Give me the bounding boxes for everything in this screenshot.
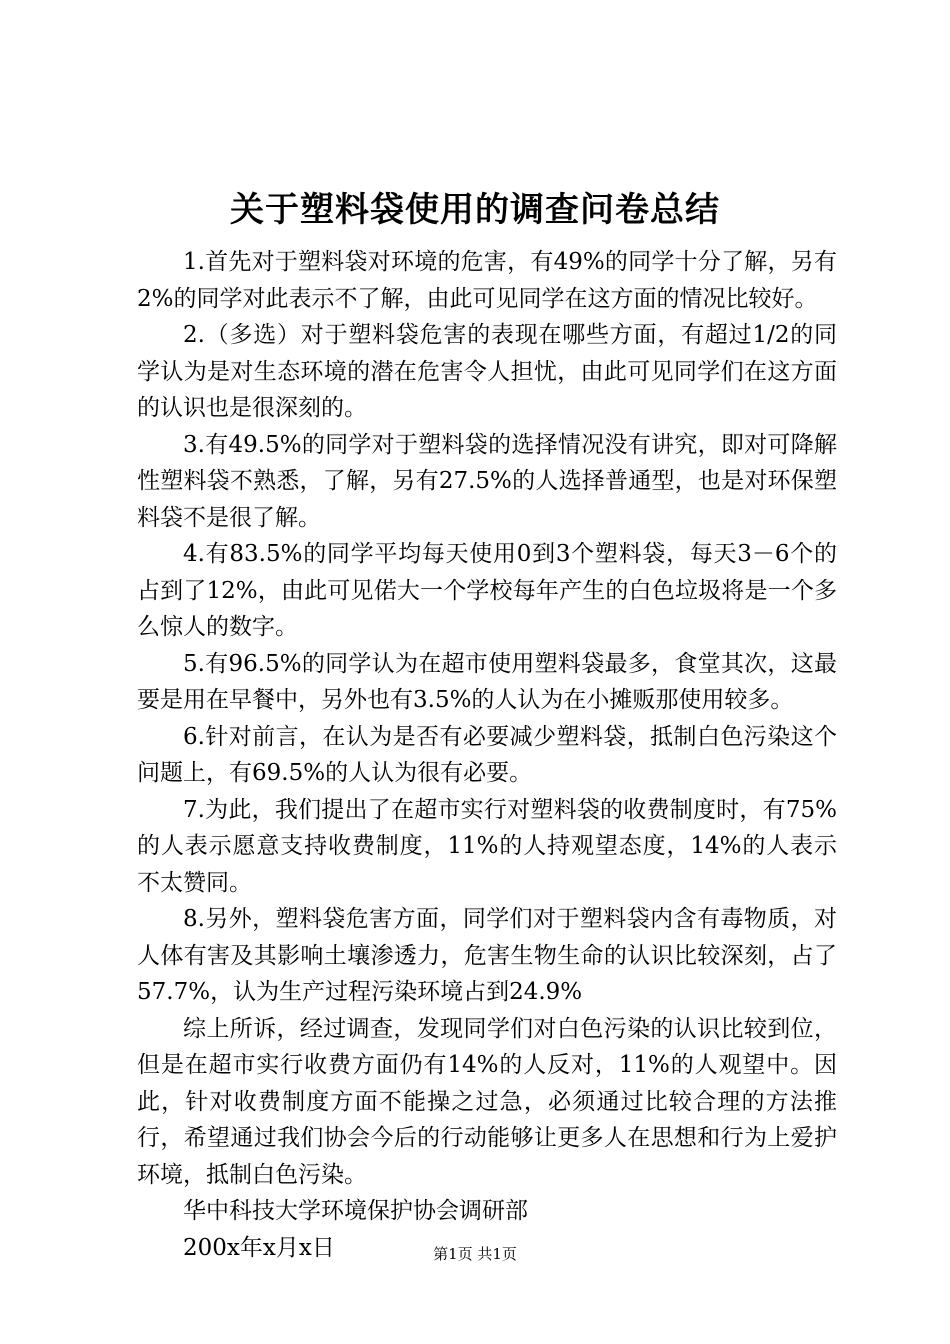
document-title: 关于塑料袋使用的调查问卷总结 xyxy=(230,190,720,230)
paragraph-7: 7.为此，我们提出了在超市实行对塑料袋的收费制度时，有75%的人表示愿意支持收费制度，11%的人持观望态度，14%的人表示不太赞同。 xyxy=(137,796,837,896)
paragraph-5: 5.有96.5%的同学认为在超市使用塑料袋最多，食堂其次，这最要是用在早餐中，另外也有3.5%的人认为在小摊贩那使用较多。 xyxy=(137,650,837,713)
paragraph-8: 8.另外，塑料袋危害方面，同学们对于塑料袋内含有毒物质，对人体有害及其影响土壤渗透力，危害生物生命的认识比较深刻，占了57.7%，认为生产过程污染环境占到24.9% xyxy=(137,906,837,1005)
paragraph-2: 2.（多选）对于塑料袋危害的表现在哪些方面，有超过1/2的同学认为是对生态环境的潜在危害令人担忧，由此可见同学们在这方面的认识也是很深刻的。 xyxy=(137,322,837,421)
paragraph-6: 6.针对前言，在认为是否有必要减少塑料袋，抵制白色污染这个问题上，有69.5%的人认为很有必要。 xyxy=(137,723,837,786)
paragraph-1: 1.首先对于塑料袋对环境的危害，有49%的同学十分了解，另有2%的同学对此表示不了解，由此可见同学在这方面的情况比较好。 xyxy=(137,249,837,312)
signature-date: 200x年x月x日 xyxy=(183,1234,335,1261)
paragraph-3: 3.有49.5%的同学对于塑料袋的选择情况没有讲究，即对可降解性塑料袋不熟悉，了解，另有27.5%的人选择普通型，也是对环保塑料袋不是很了解。 xyxy=(137,431,837,531)
page-footer: 第1页 共1页 xyxy=(433,1245,517,1263)
document-body xyxy=(137,244,837,1266)
paragraph-4: 4.有83.5%的同学平均每天使用0到3个塑料袋，每天3－6个的占到了12%，由此可见偌大一个学校每年产生的白色垃圾将是一个多么惊人的数字。 xyxy=(137,541,837,640)
signature-organization: 华中科技大学环境保护协会调研部 xyxy=(183,1198,528,1224)
summary-paragraph: 综上所诉，经过调查，发现同学们对白色污染的认识比较到位，但是在超市实行收费方面仍有14%的人反对，11%的人观望中。因此，针对收费制度方面不能操之过急，必须通过比较合理的方法推行，希望通过我们协会今后的行动能够让更多人在思想和行为上爱护环境，抵制白色污染。 xyxy=(137,1015,837,1188)
